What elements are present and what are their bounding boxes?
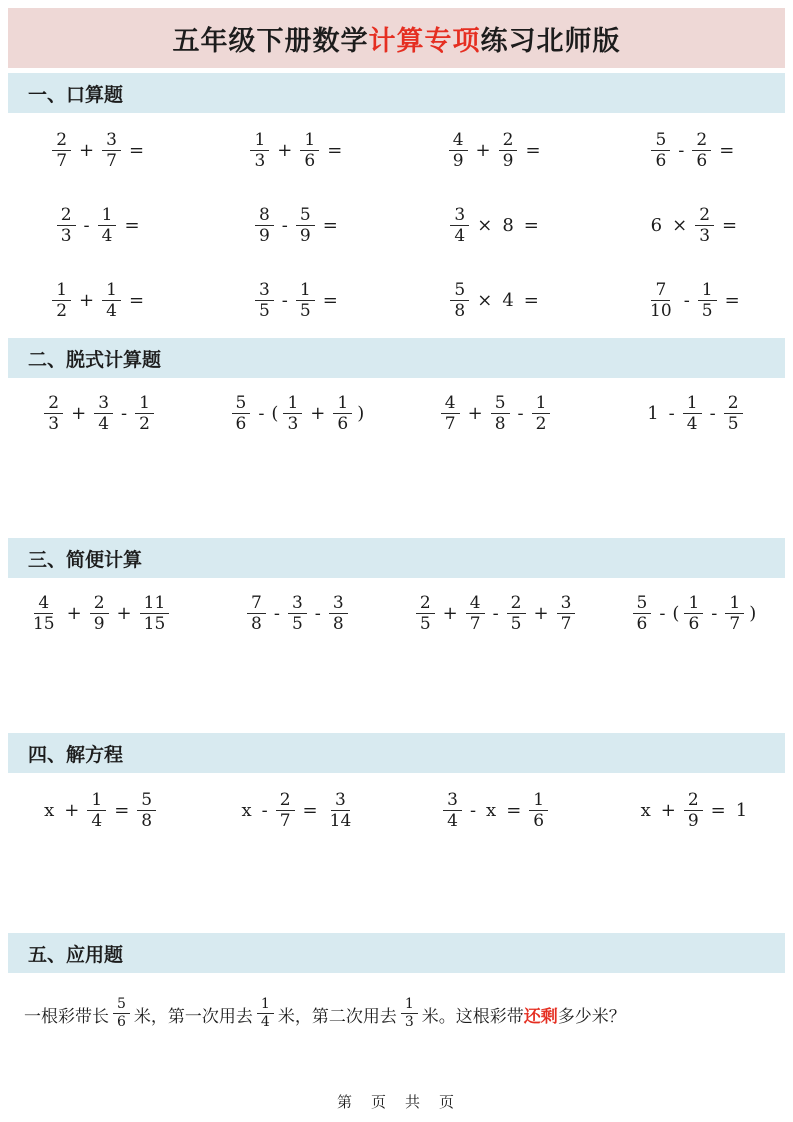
fraction (257, 997, 274, 1030)
section-equations (0, 733, 793, 933)
fraction (300, 131, 319, 171)
fraction (137, 791, 156, 831)
numerator: 4 (441, 394, 460, 414)
numerator: 1 (283, 394, 302, 414)
math-problem (595, 394, 793, 434)
fraction (57, 206, 76, 246)
math-problem (595, 131, 793, 171)
fraction (255, 281, 274, 321)
fraction (52, 281, 71, 321)
math-token: - (711, 603, 718, 625)
numerator: 4 (466, 594, 485, 614)
math-token: = (114, 800, 130, 822)
fraction (326, 791, 356, 831)
math-token: - (281, 215, 288, 236)
denominator: 7 (560, 614, 572, 635)
word-problem-text (0, 973, 793, 1080)
fraction (135, 394, 154, 434)
math-token: - (273, 603, 280, 625)
problem-row (0, 594, 793, 634)
numerator: 2 (507, 594, 526, 614)
math-token: + (64, 800, 80, 822)
denominator: 15 (32, 614, 55, 635)
denominator: 4 (447, 811, 458, 832)
fraction (52, 131, 71, 171)
section-header-equations: 四、解方程 (8, 733, 785, 773)
math-token: = (327, 140, 343, 161)
numerator: 3 (450, 206, 469, 226)
denominator: 8 (494, 414, 506, 435)
fraction (499, 131, 518, 171)
numerator: 8 (255, 206, 274, 226)
numerator: 1 (250, 131, 269, 151)
math-token: - (83, 215, 90, 236)
fraction (441, 394, 460, 434)
math-token: - (678, 140, 685, 161)
denominator: 2 (56, 301, 68, 321)
denominator: 4 (260, 1014, 270, 1031)
numerator: 3 (288, 594, 307, 614)
math-problem (198, 394, 396, 434)
math-token: = (710, 800, 726, 822)
denominator: 6 (304, 151, 316, 171)
fraction (695, 206, 714, 246)
fraction (29, 594, 59, 634)
numerator: 2 (416, 594, 435, 614)
denominator: 7 (444, 414, 456, 435)
numerator: 2 (499, 131, 518, 151)
math-token: 8 (502, 215, 514, 236)
denominator: 3 (404, 1014, 414, 1031)
fraction (296, 281, 315, 321)
math-token: - (314, 603, 321, 625)
numerator: 5 (633, 594, 652, 614)
numerator: 3 (255, 281, 274, 301)
problem-grid-oral (0, 113, 793, 338)
denominator: 6 (235, 414, 247, 435)
problem-row (0, 206, 793, 246)
math-problem (0, 394, 198, 434)
numerator: 11 (140, 594, 170, 614)
math-token: 1 (647, 403, 659, 425)
math-problem (397, 791, 595, 831)
fraction (692, 131, 711, 171)
problem-row (0, 394, 793, 434)
fraction (283, 394, 302, 434)
numerator: 5 (491, 394, 510, 414)
denominator: 9 (502, 151, 514, 171)
denominator: 5 (419, 614, 431, 635)
math-token: + (79, 140, 95, 161)
math-token: + (442, 603, 458, 625)
denominator: 5 (291, 614, 303, 635)
numerator: 7 (247, 594, 266, 614)
math-token: × (672, 215, 688, 236)
numerator: 1 (296, 281, 315, 301)
math-token: 4 (502, 290, 514, 311)
numerator: 1 (333, 394, 352, 414)
denominator: 10 (650, 301, 672, 321)
fraction (684, 791, 703, 831)
math-token: - (683, 290, 690, 311)
title-text: 五年级下册数学 (172, 25, 369, 56)
fraction (450, 206, 469, 246)
numerator: 4 (449, 131, 468, 151)
numerator: 1 (725, 594, 744, 614)
denominator: 2 (535, 414, 547, 435)
numerator: 1 (98, 206, 117, 226)
page-title (8, 8, 785, 68)
math-token: + (277, 140, 293, 161)
math-token: = (128, 140, 145, 161)
denominator: 4 (454, 226, 466, 246)
denominator: 6 (696, 151, 708, 171)
math-token: ) (749, 603, 757, 625)
fraction (532, 394, 551, 434)
denominator: 4 (91, 811, 103, 832)
math-token: = (322, 290, 338, 311)
fraction (87, 791, 106, 831)
fraction (633, 594, 652, 634)
numerator: 1 (683, 394, 702, 414)
fraction (401, 997, 418, 1030)
math-token: - (261, 800, 268, 822)
math-token: - (659, 603, 666, 625)
math-token: - (258, 403, 265, 425)
denominator: 6 (688, 614, 700, 635)
fraction (296, 206, 315, 246)
denominator: 5 (510, 614, 522, 635)
section-header-step: 二、脱式计算题 (8, 338, 785, 378)
fraction (683, 394, 702, 434)
denominator: 9 (687, 811, 699, 832)
fraction (102, 281, 121, 321)
denominator: 8 (251, 614, 262, 635)
denominator: 7 (469, 614, 481, 635)
math-problem (595, 594, 793, 634)
numerator: 5 (232, 394, 251, 414)
denominator: 9 (258, 226, 270, 246)
numerator: 2 (44, 394, 63, 414)
numerator: 2 (52, 131, 71, 151)
denominator: 9 (93, 614, 105, 635)
fraction (491, 394, 510, 434)
math-token: = (523, 290, 539, 311)
math-token: - (121, 403, 128, 425)
numerator: 1 (257, 997, 274, 1014)
numerator: 5 (113, 997, 130, 1014)
fraction (276, 791, 295, 831)
math-token: = (128, 290, 145, 311)
math-token: × (477, 215, 493, 236)
denominator: 5 (727, 414, 739, 435)
fraction (102, 131, 121, 171)
numerator: 1 (102, 281, 121, 301)
numerator: 5 (296, 206, 315, 226)
math-token: 1 (735, 800, 748, 822)
numerator: 1 (529, 791, 548, 811)
denominator: 5 (258, 301, 270, 321)
math-token: + (116, 603, 132, 625)
problem-text: 米。这根彩带 (421, 1007, 524, 1026)
math-token: ( (271, 403, 279, 425)
math-token: 6 (650, 215, 663, 236)
math-token: + (660, 800, 676, 822)
math-token: = (322, 215, 338, 236)
math-token: x (44, 800, 55, 822)
fraction (725, 594, 744, 634)
numerator: 7 (651, 281, 670, 301)
math-problem (397, 281, 595, 321)
fraction (90, 594, 109, 634)
denominator: 6 (636, 614, 648, 635)
denominator: 8 (141, 811, 153, 832)
section-header-simplified: 三、简便计算 (8, 538, 785, 578)
math-token: + (467, 403, 483, 425)
denominator: 7 (729, 614, 741, 635)
math-problem (198, 791, 396, 831)
numerator: 1 (52, 281, 71, 301)
math-problem (198, 281, 396, 321)
denominator: 3 (48, 414, 60, 435)
numerator: 1 (684, 594, 703, 614)
numerator: 2 (724, 394, 743, 414)
fraction (44, 394, 63, 434)
math-token: = (124, 215, 140, 236)
numerator: 3 (443, 791, 462, 811)
section-header-oral: 一、口算题 (8, 73, 785, 113)
numerator: 1 (698, 281, 717, 301)
problem-grid-simplified (0, 578, 793, 733)
fraction (529, 791, 548, 831)
math-token: + (79, 290, 95, 311)
denominator: 15 (143, 614, 166, 635)
denominator: 3 (287, 414, 299, 435)
numerator: 3 (331, 791, 350, 811)
math-token: × (477, 290, 493, 311)
math-token: + (310, 403, 326, 425)
fraction (333, 394, 352, 434)
fraction (466, 594, 485, 634)
math-token: = (719, 140, 735, 161)
denominator: 6 (117, 1014, 126, 1031)
math-token: - (517, 403, 524, 425)
numerator: 4 (34, 594, 53, 614)
math-token: = (525, 140, 541, 161)
numerator: 3 (557, 594, 576, 614)
math-problem (397, 131, 595, 171)
math-token: - (281, 290, 288, 311)
denominator: 8 (332, 614, 344, 635)
fraction (94, 394, 113, 434)
numerator: 3 (102, 131, 121, 151)
denominator: 8 (454, 301, 466, 321)
denominator: 9 (452, 151, 464, 171)
math-problem (397, 594, 595, 634)
fraction (684, 594, 703, 634)
math-problem (0, 281, 198, 321)
denominator: 6 (533, 811, 545, 832)
section-word-problems (0, 933, 793, 1080)
numerator: 2 (57, 206, 76, 226)
problem-text: 米，第二次用去 (277, 1007, 397, 1026)
denominator: 4 (98, 414, 110, 435)
math-token: - (668, 403, 675, 425)
numerator: 3 (329, 594, 348, 614)
fraction (443, 791, 462, 831)
numerator: 1 (401, 997, 418, 1014)
fraction (247, 594, 266, 634)
fraction (450, 281, 469, 321)
page-footer: 第 页 共 页 (336, 1093, 456, 1111)
math-token: - (469, 800, 477, 822)
math-problem (595, 281, 793, 321)
fraction (557, 594, 576, 634)
fraction (232, 394, 251, 434)
math-problem (198, 206, 396, 246)
denominator: 7 (279, 811, 291, 832)
fraction (113, 997, 130, 1030)
fraction (250, 131, 269, 171)
denominator: 6 (655, 151, 667, 171)
denominator: 14 (329, 811, 352, 832)
fraction (646, 281, 676, 321)
math-token: = (523, 215, 539, 236)
math-token: - (492, 603, 499, 625)
denominator: 4 (686, 414, 698, 435)
math-token: = (722, 215, 738, 236)
numerator: 3 (94, 394, 113, 414)
numerator: 5 (137, 791, 156, 811)
denominator: 6 (337, 414, 349, 435)
math-problem (198, 594, 396, 634)
section-simplified-calculation (0, 538, 793, 733)
math-token: + (66, 603, 82, 625)
math-problem (0, 206, 198, 246)
math-token: + (71, 403, 87, 425)
fraction (724, 394, 743, 434)
denominator: 5 (299, 301, 311, 321)
math-problem (198, 131, 396, 171)
fraction (329, 594, 348, 634)
math-token: x (241, 800, 252, 822)
denominator: 3 (60, 226, 72, 246)
fraction (449, 131, 468, 171)
numerator: 2 (692, 131, 711, 151)
math-token: + (475, 140, 491, 161)
math-token: = (724, 290, 740, 311)
problem-row (0, 791, 793, 831)
numerator: 5 (450, 281, 469, 301)
problem-text: 米，第一次用去 (133, 1007, 253, 1026)
math-token: x (486, 800, 497, 822)
title-highlight: 计算专项 (368, 25, 481, 56)
math-problem (397, 206, 595, 246)
math-token: ) (357, 403, 365, 425)
title-text: 练习北师版 (480, 25, 621, 56)
problem-grid-equations (0, 773, 793, 933)
math-token: - (709, 403, 716, 425)
math-token: x (640, 800, 651, 822)
fraction (288, 594, 307, 634)
math-token: ( (672, 603, 680, 625)
section-oral-calculation (0, 73, 793, 338)
numerator: 1 (87, 791, 106, 811)
numerator: 1 (532, 394, 551, 414)
highlighted-phrase: 还剩 (523, 1007, 558, 1026)
numerator: 1 (135, 394, 154, 414)
denominator: 5 (701, 301, 713, 321)
math-token: + (533, 603, 549, 625)
denominator: 3 (699, 226, 711, 246)
math-problem (595, 791, 793, 831)
denominator: 7 (106, 151, 117, 171)
problem-text: 多少米？ (557, 1007, 626, 1026)
denominator: 9 (299, 226, 311, 246)
math-token: = (302, 800, 318, 822)
math-token: = (506, 800, 522, 822)
math-problem (0, 131, 198, 171)
numerator: 2 (684, 791, 703, 811)
fraction (255, 206, 274, 246)
fraction (698, 281, 717, 321)
section-step-calculation (0, 338, 793, 538)
section-header-word: 五、应用题 (8, 933, 785, 973)
math-problem (595, 206, 793, 246)
denominator: 3 (254, 151, 266, 171)
denominator: 4 (106, 301, 117, 321)
numerator: 2 (276, 791, 295, 811)
numerator: 1 (300, 131, 319, 151)
denominator: 4 (101, 226, 113, 246)
fraction (140, 594, 170, 634)
numerator: 2 (695, 206, 714, 226)
denominator: 2 (139, 414, 150, 435)
numerator: 2 (90, 594, 109, 614)
fraction (507, 594, 526, 634)
fraction (651, 131, 670, 171)
math-problem (0, 791, 198, 831)
fraction (416, 594, 435, 634)
problem-row (0, 131, 793, 171)
problem-grid-step (0, 378, 793, 538)
numerator: 5 (651, 131, 670, 151)
denominator: 7 (56, 151, 68, 171)
math-problem (397, 394, 595, 434)
fraction (98, 206, 117, 246)
problem-text: 一根彩带长 (24, 1007, 109, 1026)
problem-row (0, 281, 793, 321)
math-problem (0, 594, 198, 634)
